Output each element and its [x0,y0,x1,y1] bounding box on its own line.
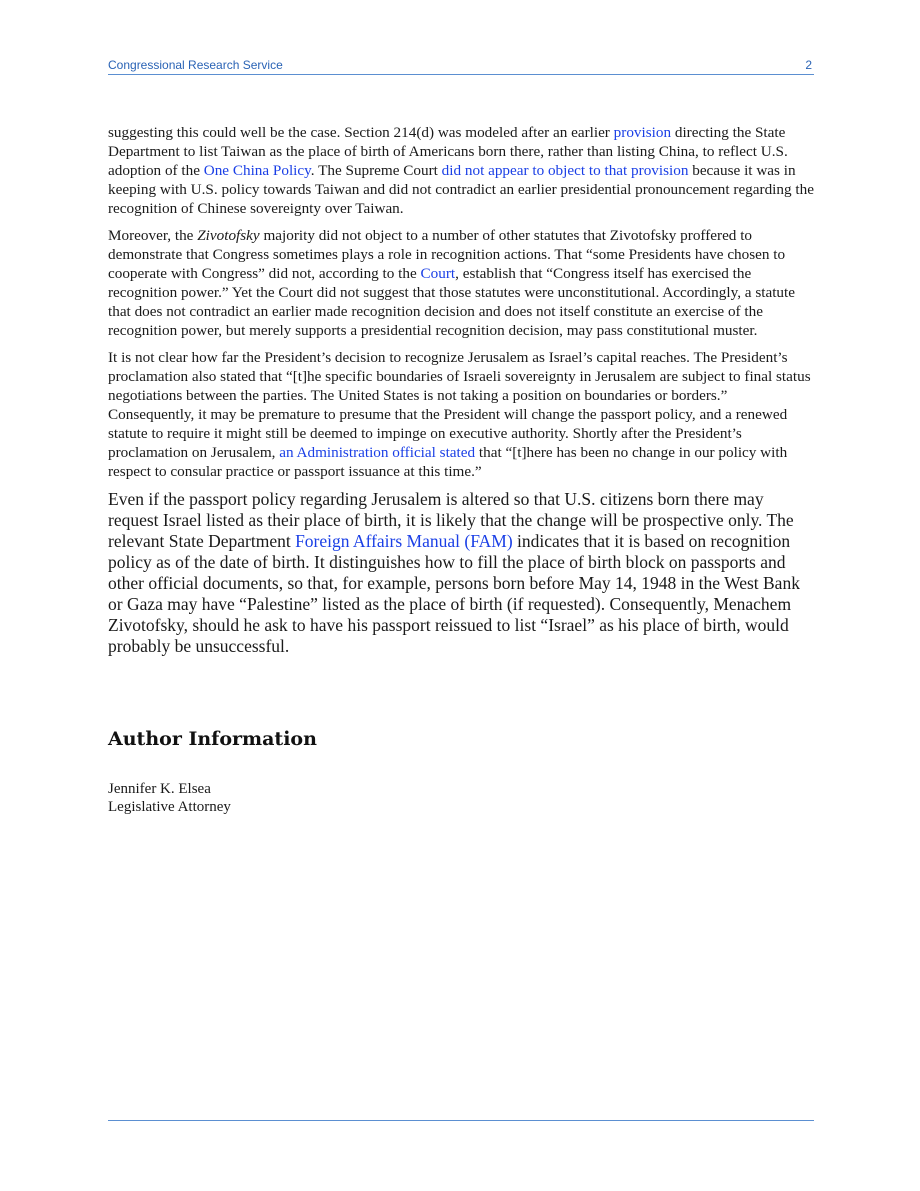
text-run: . The Supreme Court [310,162,442,179]
text-run: that “[t]here has been no change in our policy with respect to consular practice or passport issuance at this time.” [108,444,788,480]
paragraph [108,489,814,657]
header-publisher: Congressional Research Service [108,58,283,72]
footer-rule [108,1120,814,1121]
page-header [108,58,814,75]
page-number: 2 [805,58,812,72]
hyperlink[interactable]: Foreign Affairs Manual (FAM) [295,531,513,551]
text-run: directing the State Department to list Taiwan as the place of birth of Americans born there, rather than listing China, to reflect U.S. adoption of the [108,124,788,179]
text-run: majority did not object to a number of other statutes that Zivotofsky proffered to demonstrate that Congress sometimes plays a role in recognition actions. That “some Presidents have chosen to cooperate with Congress” did not, according to the [108,227,786,282]
text-run: Moreover, the [108,227,198,244]
italic-text: Zivotofsky [197,227,260,244]
text-run: Even if the passport policy regarding Jerusalem is altered so that U.S. citizens born there may request Israel listed as their place of birth, it is likely that the change will be prospective only. The relevant State Department [108,489,794,551]
paragraph [108,123,814,218]
hyperlink[interactable]: an Administration official stated [279,444,476,461]
author-title: Legislative Attorney [108,799,231,815]
author-name: Jennifer K. Elsea [108,781,211,797]
hyperlink[interactable]: One China Policy [203,162,311,179]
paragraph [108,348,814,481]
paragraph [108,226,814,340]
text-run: It is not clear how far the President’s decision to recognize Jerusalem as Israel’s capital reaches. The President’s proclamation also stated that “[t]he specific boundaries of Israeli sovereignty in Jerusalem are subject to final status negotiations between the parties. The United States is not taking a position on boundaries or borders.” Consequently, it may be premature to presume that the President will change the passport policy, and a renewed statute to require it might still be deemed to impinge on executive authority. Shortly after the President’s proclamation on Jerusalem, [108,349,811,461]
document-body [108,123,814,657]
text-run: suggesting this could well be the case. Section 214(d) was modeled after an earlier [108,124,614,141]
hyperlink[interactable]: Court [420,265,456,282]
text-run: , establish that “Congress itself has exercised the recognition power.” Yet the Court did not suggest that those statutes were unconstitutional. Accordingly, a statute that does not contradict an earlier made recognition decision and does not itself constitute an exercise of the recognition power, but merely supports a presidential recognition decision, may pass constitutional muster. [108,265,795,339]
hyperlink[interactable]: did not appear to object to that provision [441,162,689,179]
author-block [108,780,231,816]
text-run: indicates that it is based on recognition policy as of the date of birth. It distinguishes how to fill the place of birth block on passports and other official documents, so that, for example, persons born before May 14, 1948 in the West Bank or Gaza may have “Palestine” listed as the place of birth (if requested). Consequently, Menachem Zivotofsky, should he ask to have his passport reissued to list “Israel” as his place of birth, would probably be unsuccessful. [108,531,800,656]
author-information-heading: Author Information [108,728,317,750]
text-run: because it was in keeping with U.S. policy towards Taiwan and did not contradict an earlier presidential pronouncement regarding the recognition of Chinese sovereignty over Taiwan. [108,162,814,217]
hyperlink[interactable]: provision [613,124,672,141]
